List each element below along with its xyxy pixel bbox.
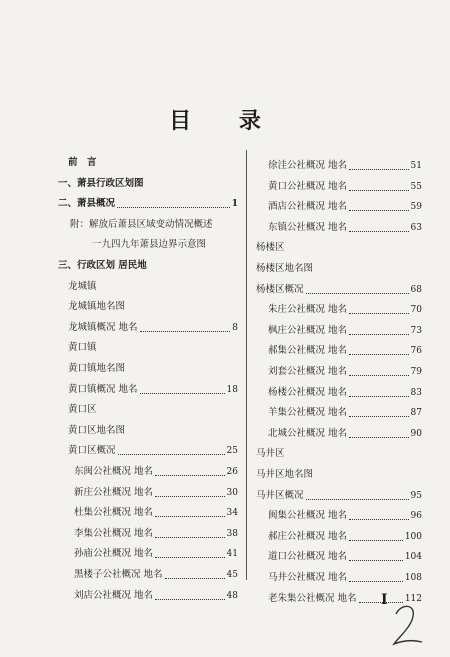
- toc-page-number: 83: [410, 387, 422, 398]
- toc-page-number: 8: [232, 322, 238, 333]
- toc-page-number: 68: [410, 284, 422, 295]
- toc-entry-label: 徐洼公社概况 地名: [268, 160, 348, 171]
- dot-leader: [140, 392, 225, 394]
- dot-leader: [155, 598, 225, 600]
- toc-entry-label: 孙庙公社概况 地名: [74, 548, 154, 560]
- toc-entry[interactable]: [68, 443, 238, 459]
- toc-page-number: 63: [410, 222, 422, 233]
- toc-page-number: 95: [410, 490, 422, 501]
- toc-entry-label: 杨楼公社概况 地名: [268, 386, 348, 398]
- dot-leader: [349, 333, 409, 335]
- toc-page-number: 79: [410, 367, 422, 377]
- toc-entry-label: 老朱集公社概况 地名: [268, 592, 357, 604]
- toc-page-number: 48: [226, 590, 238, 601]
- toc-entry-label: 郝庄公社概况 地名: [268, 530, 348, 542]
- toc-entry[interactable]: [74, 485, 238, 501]
- toc-page-number: 112: [404, 593, 422, 604]
- toc-entry[interactable]: [70, 217, 238, 233]
- toc-page-number: 100: [404, 531, 422, 542]
- toc-page-number: 55: [410, 181, 422, 192]
- toc-entry-label: 杨楼区地名图: [256, 263, 314, 274]
- toc-entry-label: 黄口镇: [68, 342, 97, 354]
- toc-entry-label: 黄口镇概况 地名: [68, 383, 138, 395]
- toc-entry-label: 杨楼区概况: [256, 283, 304, 295]
- toc-page-number: 38: [226, 528, 238, 539]
- toc-entry[interactable]: [256, 282, 422, 298]
- toc-entry[interactable]: [268, 323, 422, 339]
- toc-entry-label: 杨楼区: [256, 242, 285, 254]
- toc-entry-label: 三、行政区划 居民地: [58, 260, 147, 271]
- toc-page-number: 18: [226, 384, 238, 395]
- toc-entry-label: 酒店公社概况 地名: [268, 201, 348, 213]
- toc-page-number: 26: [226, 467, 238, 477]
- toc-page-number: 30: [226, 487, 238, 498]
- toc-page-number: 34: [226, 508, 238, 519]
- toc-entry[interactable]: [256, 261, 422, 277]
- column-divider: [246, 150, 247, 580]
- toc-entry[interactable]: [58, 196, 238, 212]
- toc-entry-label: 新庄公社概况 地名: [74, 486, 154, 498]
- handwritten-mark-icon: [388, 600, 428, 650]
- dot-leader: [155, 495, 225, 497]
- toc-entry[interactable]: [268, 179, 422, 195]
- toc-entry-label: 刘套公社概况 地名: [268, 366, 348, 377]
- toc-entry-label: 郝集公社概况 地名: [268, 345, 348, 357]
- toc-entry[interactable]: [68, 423, 238, 439]
- toc-entry[interactable]: [92, 237, 238, 253]
- toc-entry-label: 道口公社概况 地名: [268, 551, 348, 563]
- dot-leader: [349, 230, 409, 232]
- toc-entry[interactable]: [268, 199, 422, 215]
- toc-entry-label: 北城公社概况 地名: [268, 427, 348, 439]
- toc-entry[interactable]: [268, 343, 422, 359]
- toc-entry[interactable]: [268, 529, 422, 545]
- toc-entry[interactable]: [68, 361, 238, 377]
- toc-entry[interactable]: [68, 155, 238, 171]
- toc-entry[interactable]: [74, 567, 238, 583]
- dot-leader: [349, 539, 403, 541]
- toc-entry-label: 一、萧县行政区划图: [58, 177, 144, 189]
- dot-leader: [155, 474, 225, 476]
- toc-entry-label: 黄口区地名图: [68, 424, 126, 436]
- toc-entry-label: 东闽公社概况 地名: [74, 466, 154, 477]
- toc-entry-label: 黄口区概况: [68, 445, 116, 457]
- toc-entry-label: 杜集公社概况 地名: [74, 507, 154, 519]
- toc-entry[interactable]: [68, 340, 238, 356]
- toc-entry[interactable]: [256, 488, 422, 504]
- toc-entry[interactable]: [268, 364, 422, 380]
- toc-entry[interactable]: [68, 402, 238, 418]
- dot-leader: [349, 189, 409, 191]
- toc-entry[interactable]: [74, 505, 238, 521]
- toc-entry-label: 马井区地名图: [256, 469, 314, 480]
- toc-entry-label: 龙城镇: [68, 280, 97, 292]
- toc-page-number: 41: [226, 549, 238, 560]
- toc-entry[interactable]: [268, 220, 422, 236]
- toc-entry-label: 龙城镇概况 地名: [68, 321, 138, 333]
- toc-entry[interactable]: [74, 588, 238, 604]
- toc-entry[interactable]: [58, 258, 238, 274]
- toc-entry[interactable]: [268, 405, 422, 421]
- dot-leader: [155, 515, 225, 517]
- toc-page-number: 25: [226, 446, 238, 457]
- toc-page-number: 90: [410, 428, 422, 439]
- toc-entry[interactable]: [68, 382, 238, 398]
- toc-page-number: 76: [410, 346, 422, 357]
- dot-leader: [117, 206, 230, 208]
- toc-entry-label: 闽集公社概况 地名: [268, 510, 348, 522]
- toc-entry[interactable]: [58, 176, 238, 192]
- dot-leader: [349, 312, 409, 314]
- page-title: 目 录: [169, 108, 281, 134]
- toc-entry-label: 黄口区: [68, 404, 97, 416]
- dot-leader: [349, 559, 403, 561]
- toc-entry-label: 一九四九年萧县边界示意图: [92, 239, 207, 251]
- toc-page-number: 70: [410, 305, 422, 316]
- toc-entry[interactable]: [268, 549, 422, 565]
- toc-entry[interactable]: [256, 240, 422, 256]
- toc-page-number: 96: [410, 511, 422, 522]
- toc-entry-label: 龙城镇地名图: [68, 301, 126, 313]
- toc-entry-label: 枫庄公社概况 地名: [268, 324, 348, 336]
- toc-entry-label: 附：解放后萧县区域变动情况概述: [70, 218, 213, 230]
- dot-leader: [306, 292, 409, 294]
- toc-page-number: 1: [231, 199, 238, 210]
- dot-leader: [349, 518, 409, 520]
- toc-entry[interactable]: [268, 385, 422, 401]
- toc-entry-label: 黄口镇地名图: [68, 363, 126, 374]
- dot-leader: [349, 436, 409, 438]
- toc-entry-label: 羊集公社概况 地名: [268, 407, 348, 419]
- toc-page-number: 108: [404, 573, 422, 583]
- toc-entry-label: 李集公社概况 地名: [74, 527, 154, 539]
- toc-page-number: 104: [404, 552, 422, 563]
- toc-entry-label: 黑楼子公社概况 地名: [74, 569, 163, 580]
- toc-entry[interactable]: [268, 302, 422, 318]
- toc-entry-label: 马井公社概况 地名: [268, 572, 348, 583]
- dot-leader: [349, 395, 409, 397]
- dot-leader: [140, 330, 231, 332]
- dot-leader: [349, 415, 409, 417]
- toc-entry[interactable]: [268, 508, 422, 524]
- toc-entry[interactable]: [74, 526, 238, 542]
- dot-leader: [349, 580, 403, 582]
- toc-entry[interactable]: [68, 299, 238, 315]
- toc-page-number: 45: [226, 570, 238, 580]
- toc-entry[interactable]: [68, 320, 238, 336]
- toc-entry[interactable]: [74, 464, 238, 480]
- toc-page-number: 87: [410, 408, 422, 419]
- dot-leader: [165, 577, 225, 579]
- toc-page-number: 59: [410, 202, 422, 213]
- dot-leader: [349, 168, 409, 170]
- toc-entry-label: 前 言: [68, 157, 97, 168]
- page-numeral: I: [381, 592, 388, 608]
- dot-leader: [118, 453, 225, 455]
- dot-leader: [155, 536, 225, 538]
- toc-entry-label: 刘店公社概况 地名: [74, 589, 154, 601]
- toc-entry-label: 马井区概况: [256, 489, 304, 501]
- dot-leader: [155, 556, 225, 558]
- dot-leader: [349, 353, 409, 355]
- toc-entry[interactable]: [68, 279, 238, 295]
- toc-entry-label: 东镇公社概况 地名: [268, 221, 348, 233]
- toc-entry-label: 马井区: [256, 448, 285, 460]
- toc-entry[interactable]: [74, 546, 238, 562]
- toc-entry[interactable]: [268, 570, 422, 586]
- toc-entry[interactable]: [256, 467, 422, 483]
- toc-entry[interactable]: [256, 446, 422, 462]
- dot-leader: [349, 374, 409, 376]
- toc-page-number: 73: [410, 325, 422, 336]
- dot-leader: [349, 209, 409, 211]
- toc-entry[interactable]: [268, 426, 422, 442]
- toc-entry-label: 黄口公社概况 地名: [268, 180, 348, 192]
- toc-entry-label: 朱庄公社概况 地名: [268, 304, 348, 316]
- dot-leader: [306, 498, 409, 500]
- toc-page-number: 51: [410, 161, 422, 171]
- toc-entry[interactable]: [268, 158, 422, 174]
- toc-entry-label: 二、萧县概况: [58, 198, 116, 210]
